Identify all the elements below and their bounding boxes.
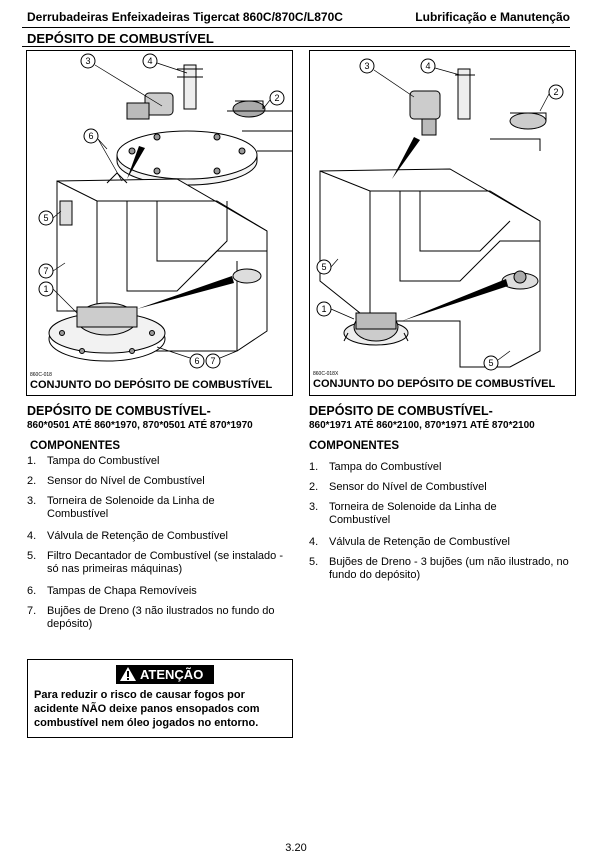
figure-code: 860C-018 <box>30 372 52 378</box>
warning-text: Para reduzir o risco de causar fogos por acidente NÃO deixe panos ensopados com combustível nem óleo jogados no entorno. <box>34 689 260 729</box>
components-list-right: 1. Tampa do Combustível 2. Sensor do Nível de Combustível 3. Torneira de Solenoide da Linha de Combustível 4. Válvula de Retenção de Combustível 5. Bujões de Dreno - 3 bujões (um não ilustrado, no fundo do depósito) <box>309 461 569 581</box>
svg-text:3: 3 <box>85 56 91 66</box>
components-list-left: 1. Tampa do Combustível 2. Sensor do Nível de Combustível 3. Torneira de Solenoide da Linha de Combustível 4. Válvula de Retenção de Combustível 5. Filtro Decantador de Combustível (se instalado - só nas primeiras máquinas) 6. Tampas de Chapa Removíveis 7. Bujões de Dreno (3 não ilustrados no fundo do depósito) <box>27 455 283 630</box>
figure-code: 860C-018X <box>313 371 339 377</box>
tank-title-left: DEPÓSITO DE COMBUSTÍVEL- <box>27 404 211 418</box>
svg-text:1: 1 <box>321 304 327 314</box>
header-title: Derrubadeiras Enfeixadeiras Tigercat 860C/870C/L870C <box>27 10 343 24</box>
warning-triangle-icon <box>119 666 137 682</box>
tank-serial-range-right: 860*1971 ATÉ 860*2100, 870*1971 ATÉ 870*2100 <box>309 420 535 431</box>
section-title: DEPÓSITO DE COMBUSTÍVEL <box>27 31 214 46</box>
warning-badge <box>116 665 214 684</box>
figure-left <box>26 50 293 396</box>
svg-text:5: 5 <box>488 358 494 368</box>
svg-text:6: 6 <box>88 131 94 141</box>
header-divider <box>22 27 570 28</box>
components-heading-right: COMPONENTES <box>309 440 400 452</box>
tank-title-right: DEPÓSITO DE COMBUSTÍVEL- <box>309 404 493 418</box>
section-divider <box>22 46 570 47</box>
figure-right <box>309 50 576 396</box>
svg-text:3: 3 <box>364 61 370 71</box>
svg-text:7: 7 <box>43 266 49 276</box>
svg-text:1: 1 <box>43 284 49 294</box>
fuel-tank-illustration-right <box>310 51 575 395</box>
figure-caption: CONJUNTO DO DEPÓSITO DE COMBUSTÍVEL <box>313 378 556 390</box>
svg-text:6: 6 <box>194 356 200 366</box>
svg-text:2: 2 <box>553 87 559 97</box>
header-section: Lubrificação e Manutenção <box>415 10 570 24</box>
warning-box <box>27 659 293 738</box>
svg-text:5: 5 <box>43 213 49 223</box>
svg-text:2: 2 <box>274 93 280 103</box>
figure-caption: CONJUNTO DO DEPÓSITO DE COMBUSTÍVEL <box>30 379 273 391</box>
svg-text:5: 5 <box>321 262 327 272</box>
fuel-tank-illustration-left <box>27 51 292 395</box>
warning-label: ATENÇÃO <box>140 667 204 682</box>
svg-text:4: 4 <box>425 61 431 71</box>
svg-text:7: 7 <box>210 356 216 366</box>
svg-text:4: 4 <box>147 56 153 66</box>
page-number: 3.20 <box>285 842 307 854</box>
components-heading-left: COMPONENTES <box>30 440 121 452</box>
tank-serial-range-left: 860*0501 ATÉ 860*1970, 870*0501 ATÉ 870*1970 <box>27 420 253 431</box>
